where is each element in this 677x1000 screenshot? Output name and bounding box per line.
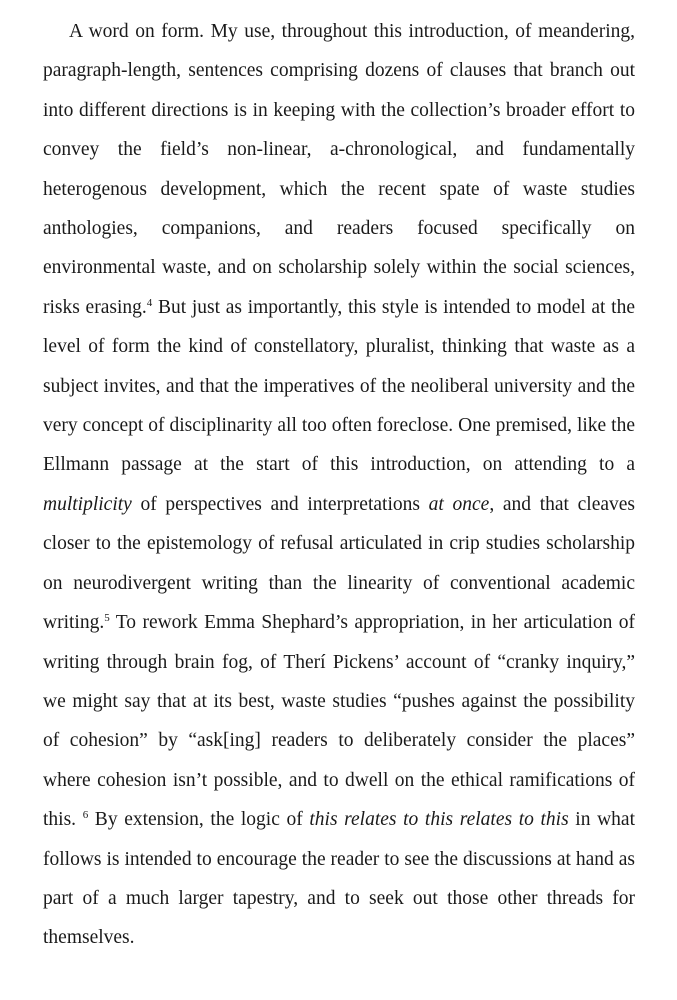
footnote-marker[interactable]: 5	[104, 612, 110, 625]
footnote-marker[interactable]: 4	[146, 296, 153, 309]
paragraph-text: To rework Emma Shephard’s appropriation, in her articulation of writing through brain fog, of Therí Pickens’ account of “cranky inquiry,” we might say that at its best, waste studies “pushes against the possibility of cohesion” by “ask[ing] readers to deliberately consider the places” where cohesion isn’t possible, and to dwell on the ethical ramifications of this.	[43, 612, 635, 831]
paragraph-text: A word on form. My use, throughout this introduction, of meandering, paragraph-length, sentences comprising dozens of clauses that branch out into different directions is in keeping with the collection’s broader effort to convey the field’s non-linear, a-chronological, and fundamentally heterogenous development, which the recent spate of waste studies anthologies, companions, and readers focused specifically on environmental waste, and on scholarship solely within the social sciences, risks erasing.	[43, 21, 635, 318]
emphasis-text: multiplicity	[43, 493, 132, 515]
paragraph-text: in what follows is intended to encourage the reader to see the discussions at hand as part of a much larger tapestry, and to seek out those other threads for themselves.	[43, 809, 635, 949]
body-paragraph	[43, 12, 635, 958]
paragraph-text: of perspectives and interpretations	[131, 493, 429, 515]
emphasis-text: this relates to this relates to this	[309, 809, 569, 831]
footnote-marker[interactable]: 6	[82, 809, 89, 822]
paragraph-text: By extension, the logic of	[88, 809, 310, 831]
paragraph-text: But just as importantly, this style is intended to model at the level of form the kind of constellatory, pluralist, thinking that waste as a subject invites, and that the imperatives of the neoliberal university and the very concept of disciplinarity all too often foreclose. One premised, like the Ellmann passage at the start of this introduction, on attending to a	[43, 296, 635, 476]
emphasis-text: at once	[428, 493, 490, 515]
paragraph-text: , and that cleaves closer to the epistemology of refusal articulated in crip studies scholarship on neurodivergent writing than the linearity of conventional academic writing.	[43, 493, 636, 634]
